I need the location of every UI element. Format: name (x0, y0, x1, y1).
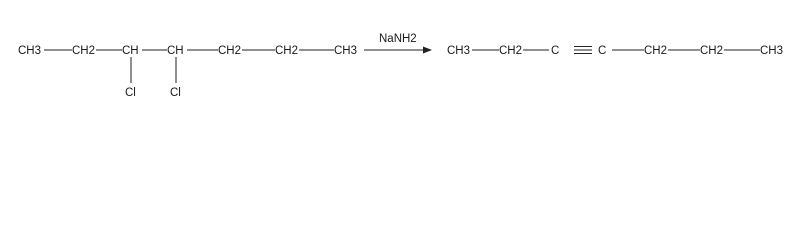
reactant-ch2-c: CH2 (275, 45, 299, 57)
reactant-ch-b: CH (167, 45, 184, 57)
product-molecule (447, 45, 783, 57)
product-ch2-a: CH2 (499, 45, 523, 57)
reactant-ch3-right: CH3 (334, 45, 358, 57)
reaction-arrow (364, 33, 432, 54)
product-ch3-right: CH3 (760, 45, 784, 57)
reagent-label: NaNH2 (379, 33, 417, 45)
product-ch2-b: CH2 (644, 45, 668, 57)
reactant-ch2-b: CH2 (218, 45, 242, 57)
product-ch3-left: CH3 (447, 45, 471, 57)
arrow-head (423, 47, 432, 54)
product-c-a: C (551, 45, 560, 57)
reactant-ch-a: CH (122, 45, 139, 57)
product-triple-bond (574, 47, 592, 54)
reactant-molecule (18, 45, 357, 99)
reactant-cl-b: Cl (170, 87, 181, 99)
reactant-cl-a: Cl (125, 87, 136, 99)
product-c-b: C (598, 45, 607, 57)
reaction-scheme (0, 0, 800, 116)
product-ch2-c: CH2 (700, 45, 724, 57)
reactant-ch2-a: CH2 (72, 45, 96, 57)
reactant-ch3-left: CH3 (18, 45, 42, 57)
